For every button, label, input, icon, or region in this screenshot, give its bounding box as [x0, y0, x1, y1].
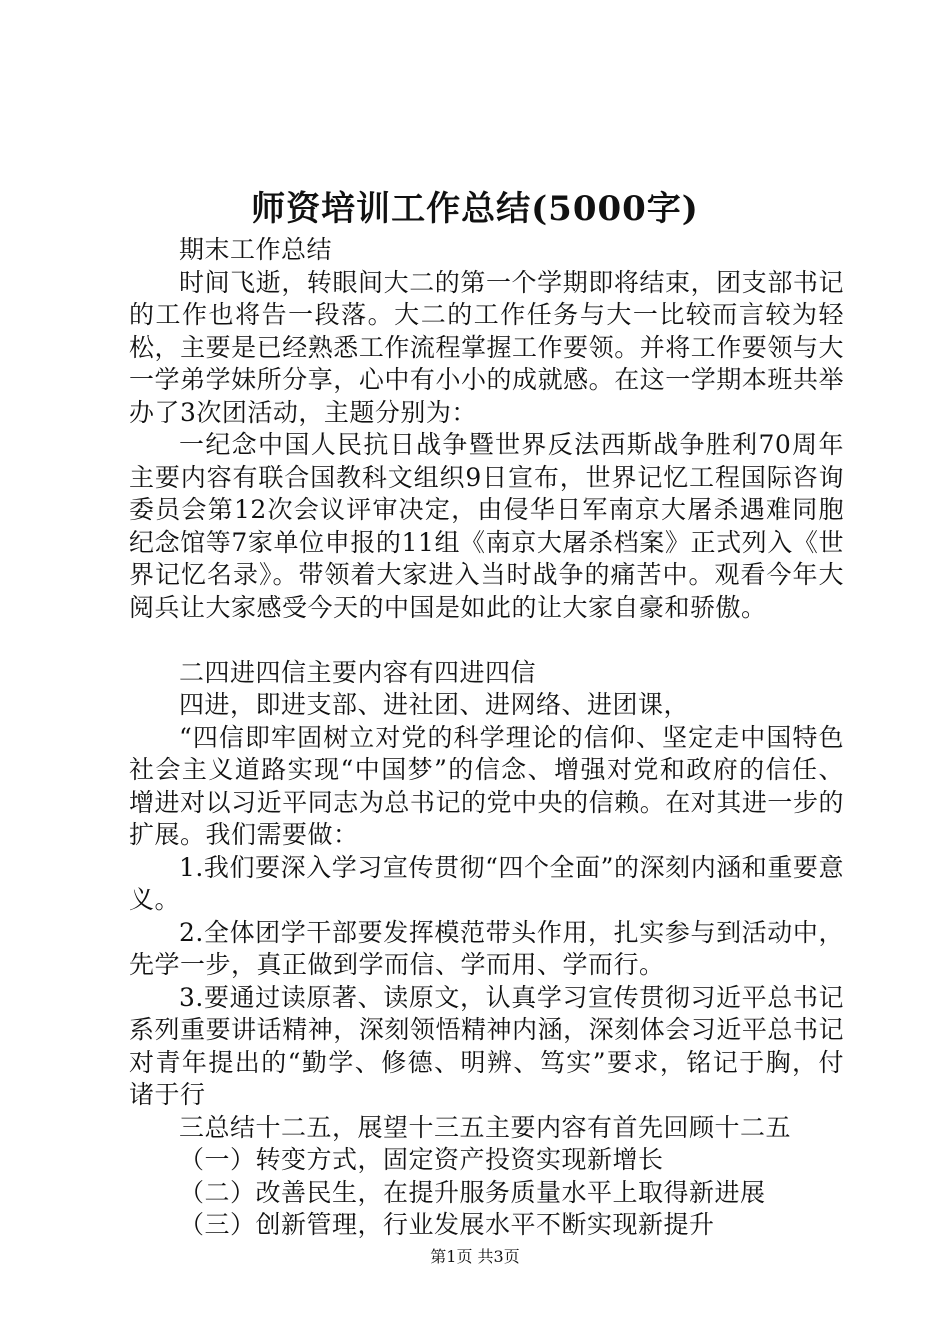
paragraph-section-two: 二四进四信主要内容有四进四信 — [179, 657, 537, 687]
paragraph-section-three: 三总结十二五，展望十三五主要内容有首先回顾十二五 — [179, 1112, 792, 1142]
paragraph-sub-item-3: （三）创新管理，行业发展水平不断实现新提升 — [179, 1210, 715, 1239]
paragraph-item-1: 1.我们要深入学习宣传贯彻“四个全面”的深刻内涵和重要意义。 — [129, 852, 844, 914]
paragraph-four-advances: 四进，即进支部、进社团、进网络、进团课， — [179, 690, 690, 719]
document-title: 师资培训工作总结(5000字) — [251, 189, 699, 229]
paragraph-sub-item-2: （二）改善民生，在提升服务质量水平上取得新进展 — [179, 1177, 766, 1207]
page-footer: 第1页 共3页 — [430, 1247, 520, 1266]
paragraph-spacer — [129, 624, 844, 657]
paragraph-item-3: 3.要通过读原著、读原文，认真学习宣传贯彻习近平总书记系列重要讲话精神，深刻领悟精神内涵，深刻体会习近平总书记对青年提出的“勤学、修德、明辨、笃实”要求，铭记于胸，付诸于行 — [129, 982, 844, 1109]
paragraph-item-2: 2.全体团学干部要发挥模范带头作用，扎实参与到活动中，先学一步，真正做到学而信、学而用、学而行。 — [129, 917, 844, 979]
paragraph-section-one: 一纪念中国人民抗日战争暨世界反法西斯战争胜利70周年主要内容有联合国教科文组织9日宣布，世界记忆工程国际咨询委员会第12次会议评审决定，由侵华日军南京大屠杀遇难同胞纪念馆等7家单位申报的11组《南京大屠杀档案》正式列入《世界记忆名录》。带领着大家进入当时战争的痛苦中。观看今年大阅兵让大家感受今天的中国是如此的让大家自豪和骄傲。 — [129, 430, 844, 622]
document-body — [129, 234, 844, 1242]
paragraph-four-beliefs: “四信即牢固树立对党的科学理论的信仰、坚定走中国特色社会主义道路实现“中国梦”的信念、增强对党和政府的信任、增进对以习近平同志为总书记的党中央的信赖。在对其进一步的扩展。我们需要做： — [129, 722, 844, 849]
paragraph-heading: 期末工作总结 — [179, 235, 333, 264]
paragraph-intro: 时间飞逝，转眼间大二的第一个学期即将结束，团支部书记的工作也将告一段落。大二的工作任务与大一比较而言较为轻松，主要是已经熟悉工作流程掌握工作要领。并将工作要领与大一学弟学妹所分享，心中有小小的成就感。在这一学期本班共举办了3次团活动，主题分别为： — [129, 267, 844, 427]
paragraph-sub-item-1: （一）转变方式，固定资产投资实现新增长 — [179, 1145, 664, 1174]
